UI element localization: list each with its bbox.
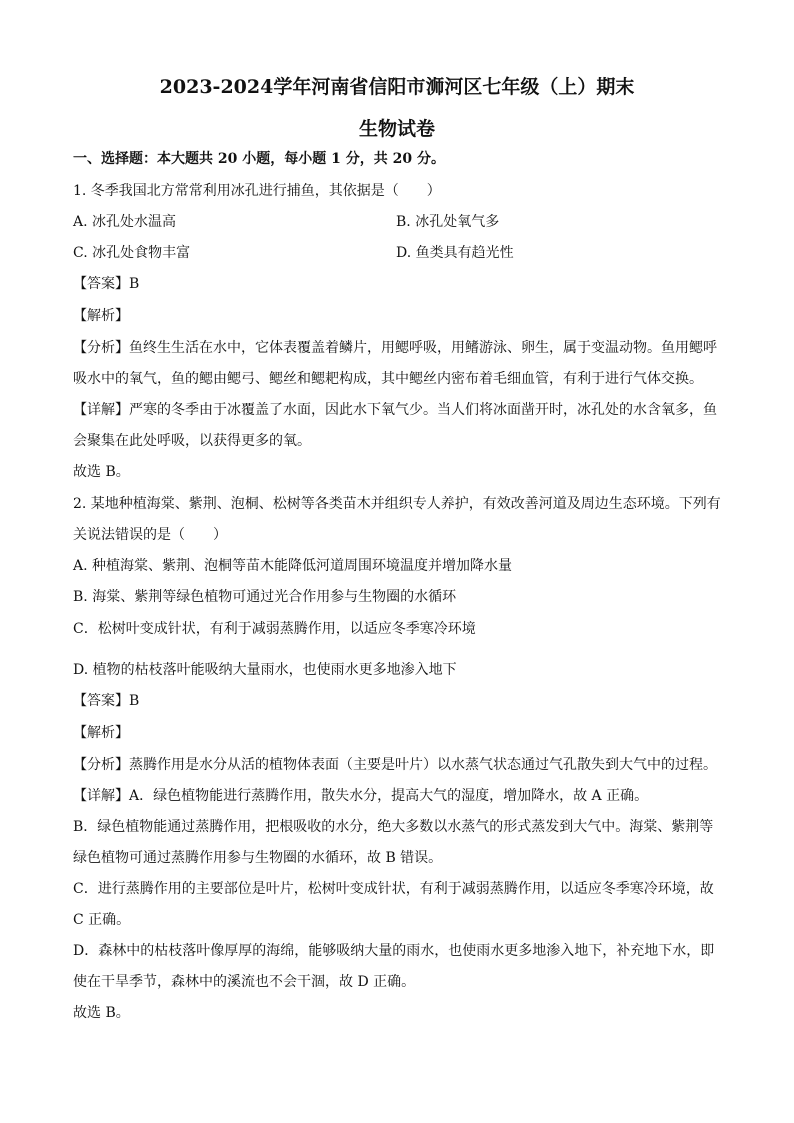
- question-2-detail-d-line-2: 使在干旱季节，森林中的溪流也不会干涸，故 D 正确。: [73, 974, 416, 990]
- question-1-fenxi-line-1: 【分析】鱼终生生活在水中，它体表覆盖着鳞片，用鳃呼吸，用鳍游泳、卵生，属于变温动物。鱼用鳃呼: [73, 340, 717, 356]
- question-1-option-a: A. 冰孔处水温高: [73, 214, 177, 230]
- question-2-answer: 【答案】B: [73, 693, 140, 709]
- page-subtitle: 生物试卷: [358, 118, 435, 140]
- question-2-conclusion: 故选 B。: [73, 1005, 130, 1021]
- question-1-answer: 【答案】B: [73, 276, 140, 292]
- question-1-analysis-label: 【解析】: [73, 308, 129, 324]
- question-2-stem-line-2: 关说法错误的是（ ）: [73, 527, 227, 543]
- question-1-option-b: B. 冰孔处氧气多: [396, 214, 500, 230]
- question-2-stem-line-1: 2. 某地种植海棠、紫荆、泡桐、松树等各类苗木并组织专人养护，有效改善河道及周边生态环境。下列有: [73, 496, 721, 512]
- question-2-detail-b-line-2: 绿色植物可通过蒸腾作用参与生物圈的水循环，故 B 错误。: [73, 850, 443, 866]
- question-2-detail-a: 【详解】A．绿色植物能进行蒸腾作用，散失水分，提高大气的湿度，增加降水，故 A 正确。: [73, 788, 649, 804]
- question-2-option-c: C．松树叶变成针状，有利于减弱蒸腾作用，以适应冬季寒冷环境: [73, 621, 476, 637]
- question-2-fenxi: 【分析】蒸腾作用是水分从活的植物体表面（主要是叶片）以水蒸气状态通过气孔散失到大气中的过程。: [73, 757, 717, 773]
- question-2-detail-c-line-2: C 正确。: [73, 912, 131, 928]
- question-1-conclusion: 故选 B。: [73, 464, 130, 480]
- question-1-stem: 1. 冬季我国北方常常利用冰孔进行捕鱼，其依据是（ ）: [73, 183, 441, 199]
- question-2-option-b: B. 海棠、紫荆等绿色植物可通过光合作用参与生物圈的水循环: [73, 589, 457, 605]
- question-1-option-d: D. 鱼类具有趋光性: [396, 245, 514, 261]
- page-title: 2023-2024学年河南省信阳市浉河区七年级（上）期末: [159, 76, 635, 98]
- question-1-xiangjie-line-1: 【详解】严寒的冬季由于冰覆盖了水面，因此水下氧气少。当人们将冰面凿开时，冰孔处的水含氧多，鱼: [73, 402, 717, 418]
- question-1-fenxi-line-2: 吸水中的氧气，鱼的鳃由鳃弓、鳃丝和鳃耙构成，其中鳃丝内密布着毛细血管，有利于进行气体交换。: [73, 371, 703, 387]
- section-heading: 一、选择题：本大题共 20 小题，每小题 1 分，共 20 分。: [73, 151, 445, 167]
- question-1-option-c: C. 冰孔处食物丰富: [73, 245, 191, 261]
- question-2-detail-b-line-1: B．绿色植物能通过蒸腾作用，把根吸收的水分，绝大多数以水蒸气的形式蒸发到大气中。海棠、紫荆等: [73, 819, 714, 835]
- question-2-detail-c-line-1: C．进行蒸腾作用的主要部位是叶片，松树叶变成针状，有利于减弱蒸腾作用，以适应冬季寒冷环境，故: [73, 881, 714, 897]
- question-2-analysis-label: 【解析】: [73, 725, 129, 741]
- question-2-detail-d-line-1: D．森林中的枯枝落叶像厚厚的海绵，能够吸纳大量的雨水，也使雨水更多地渗入地下，补充地下水，即: [73, 943, 715, 959]
- question-2-option-d: D. 植物的枯枝落叶能吸纳大量雨水，也使雨水更多地渗入地下: [73, 662, 457, 678]
- question-1-xiangjie-line-2: 会聚集在此处呼吸，以获得更多的氧。: [73, 433, 311, 449]
- question-2-option-a: A. 种植海棠、紫荆、泡桐等苗木能降低河道周围环境温度并增加降水量: [73, 558, 513, 574]
